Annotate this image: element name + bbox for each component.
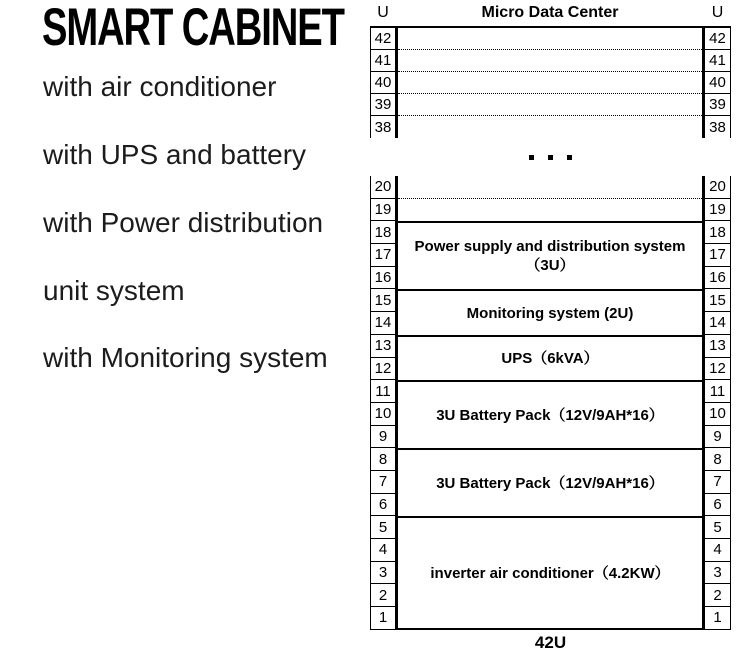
u-cell: 12 <box>370 358 396 381</box>
u-cell: 9 <box>370 426 396 449</box>
empty-unit-row <box>398 199 702 222</box>
rack-header <box>370 0 731 26</box>
u-cell: 1 <box>370 607 396 630</box>
u-cell: 14 <box>370 312 396 335</box>
u-cell: 40 <box>370 72 396 94</box>
monitoring-system-label: Monitoring system (2U) <box>466 304 634 322</box>
u-cell: 1 <box>704 607 731 630</box>
power-distribution-box <box>396 221 704 289</box>
empty-unit-row <box>398 72 702 94</box>
u-cell: 18 <box>370 221 396 244</box>
u-cell: 17 <box>704 244 731 267</box>
empty-unit-row <box>398 94 702 116</box>
u-cell: 11 <box>370 380 396 403</box>
empty-unit-row <box>398 176 702 199</box>
u-cell: 3 <box>704 562 731 585</box>
rack-top-empty-area <box>396 28 704 138</box>
u-cell: 19 <box>370 199 396 222</box>
u-cell: 18 <box>704 221 731 244</box>
ups-label: UPS（6kVA） <box>501 350 599 368</box>
u-cell: 5 <box>370 516 396 539</box>
u-cell: 2 <box>704 584 731 607</box>
rack-title: Micro Data Center <box>481 4 619 21</box>
inverter-air-conditioner-label: inverter air conditioner（4.2KW） <box>430 564 670 582</box>
u-cell: 8 <box>704 448 731 471</box>
u-cell: 15 <box>370 289 396 312</box>
u-cell: 7 <box>370 471 396 494</box>
u-cell: 16 <box>370 267 396 290</box>
u-numbers-left-top <box>370 28 396 138</box>
feature-line-air-conditioner: with air conditioner <box>43 71 277 102</box>
empty-units-segment <box>396 176 704 221</box>
u-cell: 7 <box>704 471 731 494</box>
rack-top-section <box>370 26 731 138</box>
battery-pack-2-label: 3U Battery Pack（12V/9AH*16） <box>436 474 664 492</box>
u-cell: 9 <box>704 426 731 449</box>
u-cell: 6 <box>370 494 396 517</box>
battery-pack-1-label: 3U Battery Pack（12V/9AH*16） <box>436 406 664 424</box>
monitoring-system-box <box>396 289 704 334</box>
u-numbers-left-bottom <box>370 176 396 630</box>
dot-icon <box>548 155 553 160</box>
ups-box <box>396 335 704 380</box>
u-numbers-right-top <box>704 28 731 138</box>
u-cell: 8 <box>370 448 396 471</box>
dot-icon <box>567 155 572 160</box>
u-cell: 20 <box>370 176 396 199</box>
u-cell: 42 <box>704 28 731 50</box>
u-cell: 13 <box>704 335 731 358</box>
u-cell: 4 <box>704 539 731 562</box>
feature-line-power-distribution: with Power distribution <box>43 207 324 238</box>
u-cell: 3 <box>370 562 396 585</box>
u-cell: 14 <box>704 312 731 335</box>
u-cell: 10 <box>704 403 731 426</box>
feature-line-ups-battery: with UPS and battery <box>43 139 307 170</box>
u-cell: 17 <box>370 244 396 267</box>
u-cell: 10 <box>370 403 396 426</box>
rack-bottom-main-area <box>396 176 704 630</box>
left-panel <box>0 0 370 659</box>
u-cell: 20 <box>704 176 731 199</box>
dot-icon <box>529 155 534 160</box>
u-cell: 38 <box>704 116 731 138</box>
u-cell: 11 <box>704 380 731 403</box>
u-cell: 16 <box>704 267 731 290</box>
u-column-header-left: U <box>377 4 389 21</box>
inverter-air-conditioner-box <box>396 516 704 630</box>
feature-line-monitoring-system: with Monitoring system <box>43 342 328 373</box>
u-cell: 38 <box>370 116 396 138</box>
empty-unit-row <box>398 50 702 72</box>
u-cell: 4 <box>370 539 396 562</box>
u-numbers-right-bottom <box>704 176 731 630</box>
u-cell: 12 <box>704 358 731 381</box>
page-title: SMART CABINET <box>42 0 344 57</box>
empty-unit-row <box>398 28 702 50</box>
empty-unit-row <box>398 116 702 138</box>
ellipsis-icon <box>370 138 731 176</box>
u-cell: 13 <box>370 335 396 358</box>
u-cell: 39 <box>370 94 396 116</box>
battery-pack-1-box <box>396 380 704 448</box>
u-cell: 41 <box>704 50 731 72</box>
rack-diagram <box>370 0 731 653</box>
battery-pack-2-box <box>396 448 704 516</box>
power-distribution-label-line1: Power supply and distribution system <box>414 238 686 256</box>
u-cell: 40 <box>704 72 731 94</box>
u-cell: 19 <box>704 199 731 222</box>
u-column-header-right: U <box>711 4 724 21</box>
u-cell: 2 <box>370 584 396 607</box>
rack-caption: 42U <box>534 632 567 652</box>
feature-line-unit-system: unit system <box>43 275 185 306</box>
power-distribution-label-line2: （3U） <box>525 257 575 275</box>
rack-bottom-section <box>370 176 731 630</box>
u-cell: 15 <box>704 289 731 312</box>
u-cell: 39 <box>704 94 731 116</box>
u-cell: 42 <box>370 28 396 50</box>
u-cell: 6 <box>704 494 731 517</box>
u-cell: 41 <box>370 50 396 72</box>
u-cell: 5 <box>704 516 731 539</box>
